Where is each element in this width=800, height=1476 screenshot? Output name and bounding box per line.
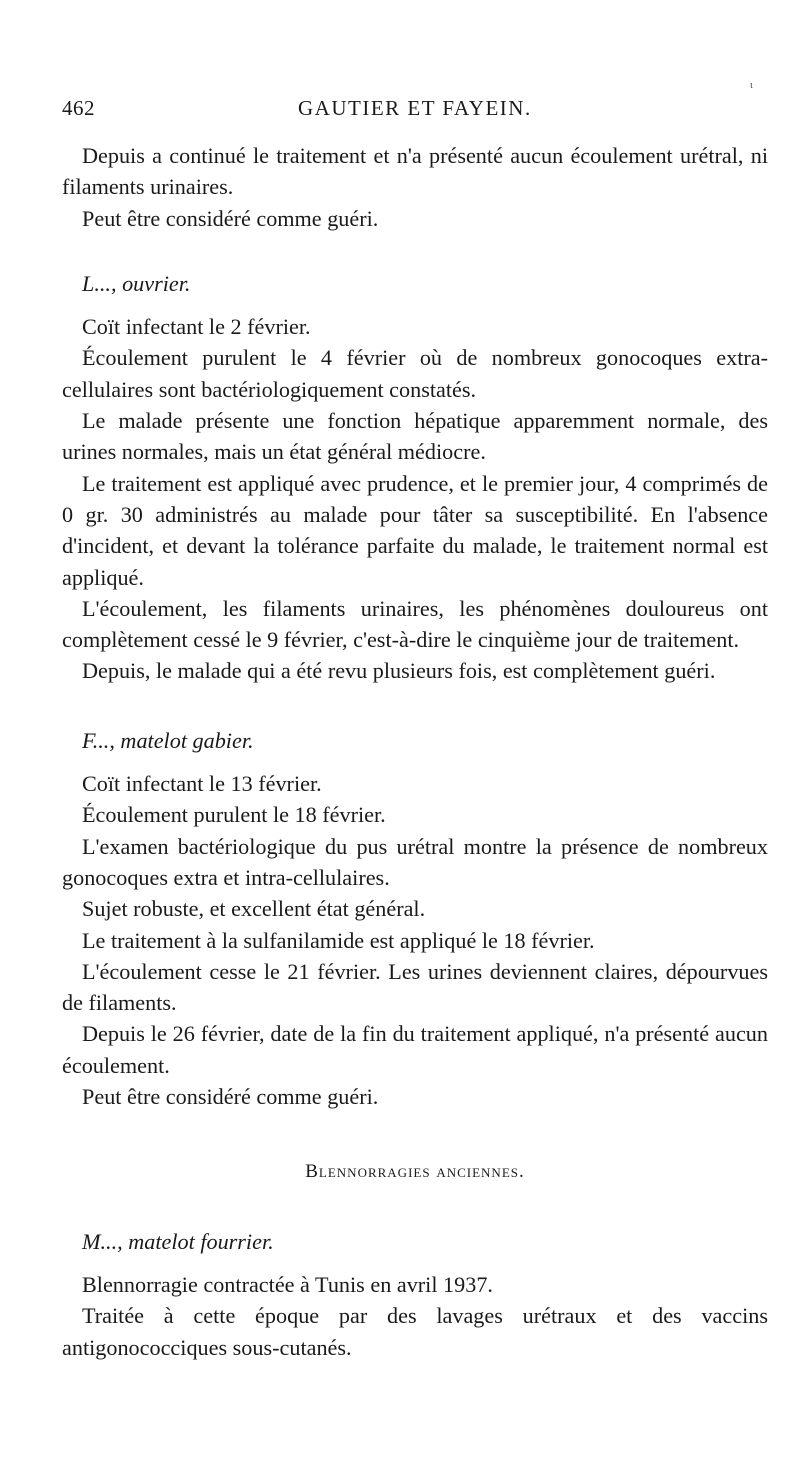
case-heading-m: M..., matelot fourrier.: [82, 1228, 274, 1254]
paragraph: Sujet robuste, et excellent état général.: [82, 896, 426, 922]
case-heading-f: F..., matelot gabier.: [82, 727, 254, 753]
paragraph: Depuis le 26 février, date de la fin du traitement appliqué, n'a présenté aucun écoulement.: [62, 1021, 768, 1078]
paragraph: Le traitement est appliqué avec prudence, et le premier jour, 4 comprimés de 0 gr. 30 administrés au malade pour tâter sa susceptibilité. En l'absence d'incident, et devant la tolérance parfaite du malade, le traitement normal est appliqué.: [62, 470, 768, 590]
page-number: 462: [62, 96, 95, 120]
paragraph: Peut être considéré comme guéri.: [82, 1084, 379, 1110]
paragraph: Le traitement à la sulfanilamide est appliqué le 18 février.: [82, 927, 595, 953]
paragraph: Coït infectant le 2 février.: [82, 314, 311, 340]
margin-mark: ι: [750, 80, 753, 91]
paragraph: L'écoulement cesse le 21 février. Les urines deviennent claires, dépourvues de filaments.: [62, 958, 768, 1016]
paragraph: Écoulement purulent le 4 février où de nombreux gonocoques extra-cellulaires sont bactériologiquement constatés.: [62, 345, 768, 402]
paragraph: Depuis, le malade qui a été revu plusieurs fois, est complètement guéri.: [82, 658, 716, 684]
paragraph: L'examen bactériologique du pus urétral montre la présence de nombreux gonocoques extra et intra-cellulaires.: [62, 833, 768, 890]
paragraph: Peut être considéré comme guéri.: [82, 205, 379, 231]
section-title: Blennorragies anciennes.: [305, 1161, 525, 1183]
paragraph: Traitée à cette époque par des lavages urétraux et des vaccins antigonococciques sous-cutanés.: [62, 1303, 768, 1360]
body-text: [62, 140, 768, 1363]
paragraph: Écoulement purulent le 18 février.: [82, 802, 386, 828]
paragraph: L'écoulement, les filaments urinaires, les phénomènes douloureus ont complètement cessé le 9 février, c'est-à-dire le cinquième jour de traitement.: [62, 595, 768, 653]
paragraph: Le malade présente une fonction hépatique apparemment normale, des urines normales, mais un état général médiocre.: [62, 408, 768, 465]
paragraph: Blennorragie contractée à Tunis en avril 1937.: [82, 1271, 493, 1297]
paragraph: Coït infectant le 13 février.: [82, 771, 322, 797]
paragraph: Depuis a continué le traitement et n'a présenté aucun écoulement urétral, ni filaments urinaires.: [62, 143, 768, 200]
page-header: [62, 96, 762, 126]
running-title: GAUTIER ET FAYEIN.: [298, 96, 532, 120]
case-heading-l: L..., ouvrier.: [82, 270, 191, 296]
